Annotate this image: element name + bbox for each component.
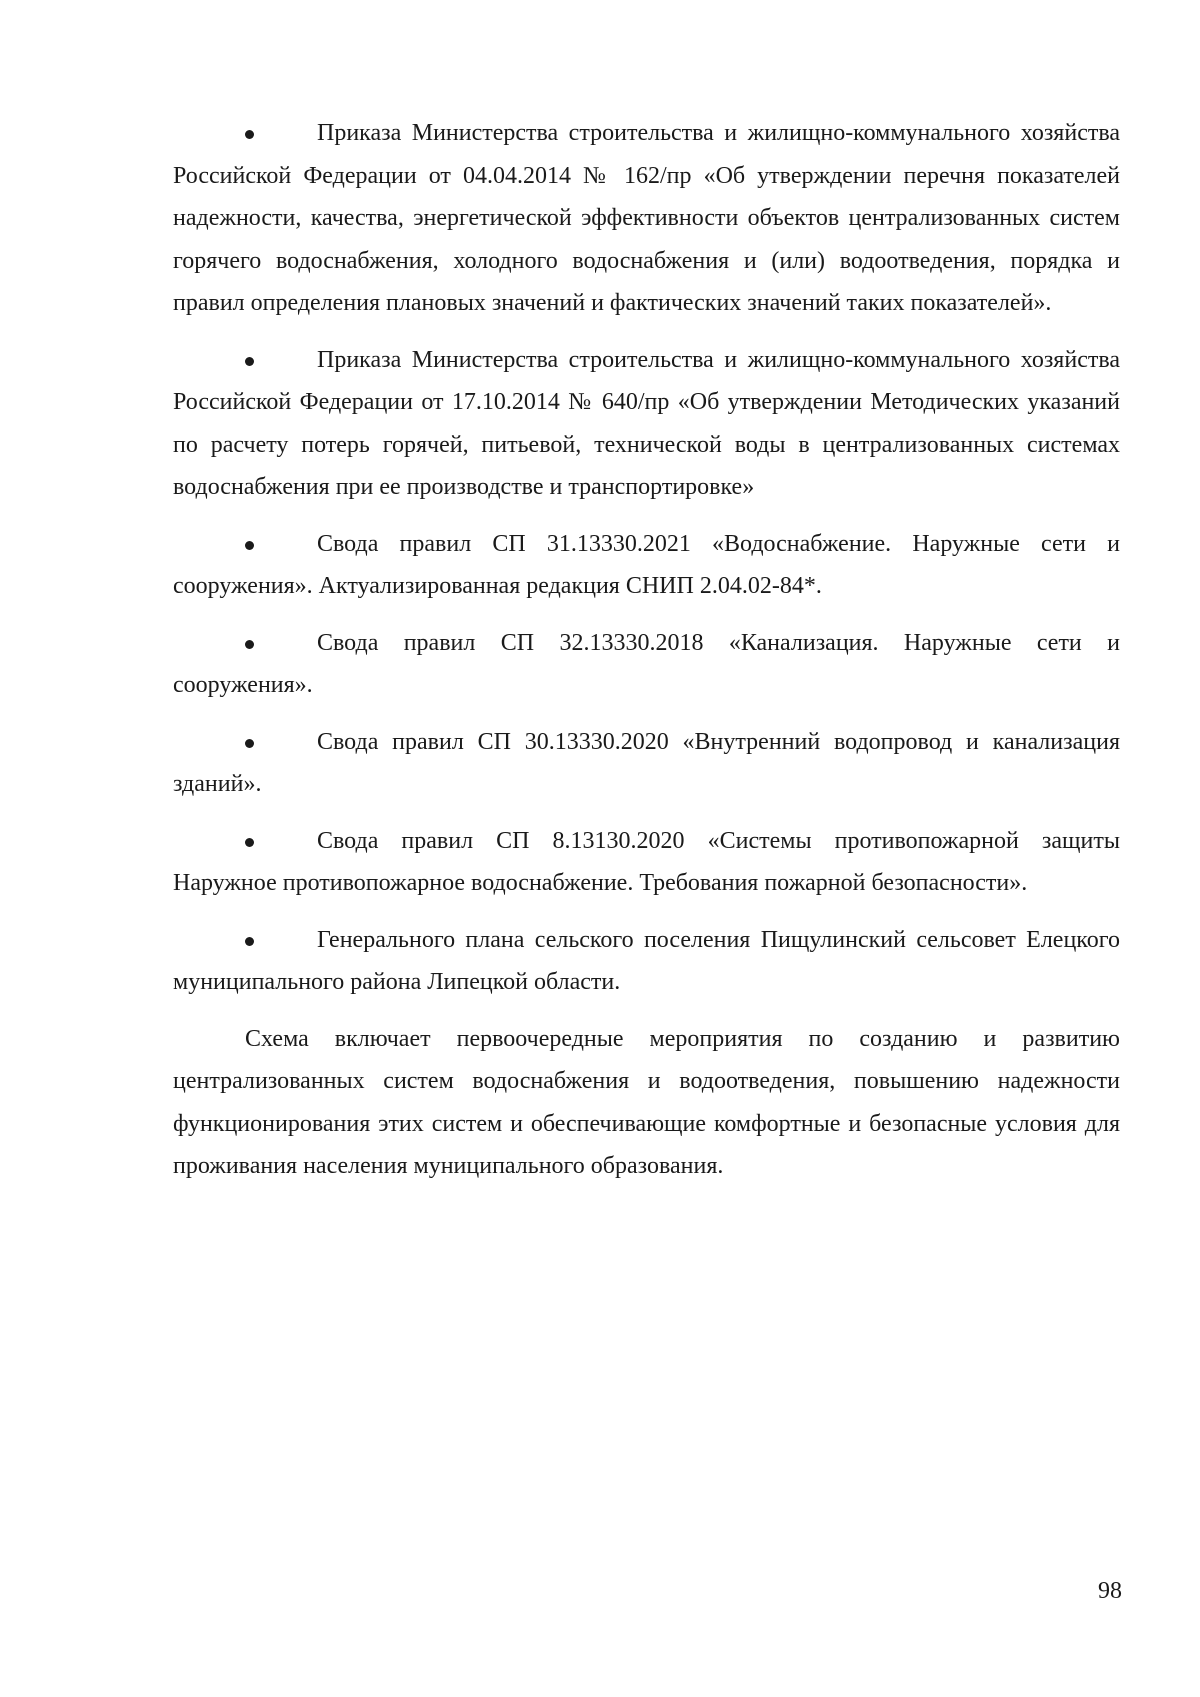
- bullet-item: [173, 622, 1120, 707]
- bullet-icon: [245, 357, 254, 366]
- page-number: 98: [1098, 1578, 1122, 1604]
- bullet-text: Генерального плана сельского поселения Пищулинский сельсовет Елецкого муниципального района Липецкой области.: [173, 926, 1120, 995]
- bullet-icon: [245, 937, 254, 946]
- bullet-text: Свода правил СП 8.13130.2020 «Системы противопожарной защиты Наружное противопожарное водоснабжение. Требования пожарной безопасности».: [173, 827, 1120, 896]
- bullet-item: [173, 820, 1120, 905]
- bullet-icon: [245, 838, 254, 847]
- bullet-text: Свода правил СП 31.13330.2021 «Водоснабжение. Наружные сети и сооружения». Актуализированная редакция СНИП 2.04.02-84*.: [173, 530, 1120, 599]
- bullet-icon: [245, 640, 254, 649]
- bullet-icon: [245, 739, 254, 748]
- closing-paragraph: Схема включает первоочередные мероприятия по созданию и развитию централизованных систем водоснабжения и водоотведения, повышению надежности функционирования этих систем и обеспечивающие комфортные и безопасные условия для проживания населения муниципального образования.: [173, 1025, 1120, 1179]
- bullet-item: [173, 112, 1120, 325]
- bullet-item: [173, 721, 1120, 806]
- bullet-text: Свода правил СП 30.13330.2020 «Внутренний водопровод и канализация зданий».: [173, 728, 1120, 797]
- bullet-item: [173, 523, 1120, 608]
- bullet-item: [173, 339, 1120, 509]
- bullet-item: [173, 919, 1120, 1004]
- document-body: [173, 112, 1120, 1202]
- bullet-text: Свода правил СП 32.13330.2018 «Канализация. Наружные сети и сооружения».: [173, 629, 1120, 698]
- bullet-text: Приказа Министерства строительства и жилищно-коммунального хозяйства Российской Федерации от 04.04.2014 № 162/пр «Об утверждении перечня показателей надежности, качества, энергетической эффективности объектов централизованных систем горячего водоснабжения, холодного водоснабжения и (или) водоотведения, порядка и правил определения плановых значений и фактических значений таких показателей».: [173, 120, 1120, 316]
- bullet-icon: [245, 541, 254, 550]
- bullet-icon: [245, 130, 254, 139]
- bullet-text: Приказа Министерства строительства и жилищно-коммунального хозяйства Российской Федерации от 17.10.2014 № 640/пр «Об утверждении Методических указаний по расчету потерь горячей, питьевой, технической воды в централизованных системах водоснабжения при ее производстве и транспортировке»: [173, 346, 1120, 500]
